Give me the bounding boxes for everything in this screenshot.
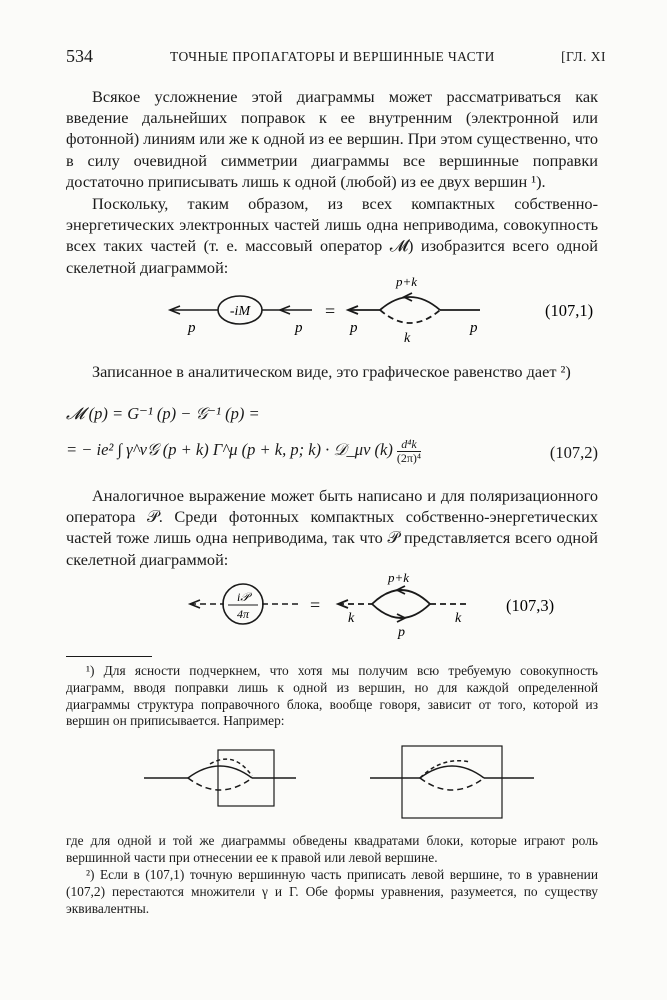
equals-sign-3: = [310, 595, 321, 615]
lhs-momentum-left: p [188, 320, 196, 336]
blob-label: -iM [229, 304, 251, 319]
footnote-2: ²) Если в (107,1) точную вершинную часть приписать левой вершине, то в уравнении (107,2) перестаются множители γ и Γ. Обе формы уравнения, разумеется, по существу эквивалентны. [66, 867, 598, 916]
rhs-loop [348, 293, 480, 323]
footnote-rule [66, 656, 152, 657]
paragraph-1: Всякое усложнение этой диаграммы может рассматриваться как введение дальнейших поправок к ее внутренним (электронной или фотонной) линиям или же к одной из ее вершин. При этом существенно, что в силу очевидной симметрии диаграммы все вершинные поправки достаточно приписывать лишь к одной (любой) из ее двух вершин ¹). [66, 87, 598, 191]
blob-denominator: 4π [236, 607, 250, 621]
equation-number-107-2: (107,2) [549, 443, 598, 462]
equation-107-2-line2 [66, 438, 598, 472]
equation-107-2-main: = − ie² ∫ γ^ν𝒢 (p + k) Γ^μ (p + k, p; k) · 𝒟_μν (k) [66, 440, 393, 460]
footnote-diagram-left [144, 750, 296, 806]
footnote-diagram-right [370, 746, 534, 818]
loop-momentum-left: k [348, 611, 355, 626]
equation-number-107-1: (107,1) [545, 301, 594, 320]
fraction-denominator: (2π)⁴ [396, 451, 422, 465]
equation-number-107-3: (107,3) [506, 596, 555, 615]
paragraph-3: Записанное в аналитическом виде, это графическое равенство дает ²) [92, 362, 571, 381]
page-number: 534 [66, 46, 93, 66]
paragraph-4: Аналогичное выражение может быть написано и для поляризационного оператора 𝒫. Среди фотонных компактных собственно-энергетических частей тоже лишь одна неприводима, так что 𝒫 представляется всего одной скелетной диаграммой: [66, 486, 598, 569]
equation-107-2-fraction [397, 438, 421, 465]
footnote-1-continuation: где для одной и той же диаграммы обведены квадратами блоки, которые играют роль вершинной части при отнесении ее к правой или левой вершине. [66, 833, 598, 865]
rhs-electron-loop [338, 586, 470, 622]
chapter-label: [ГЛ. XI [561, 49, 606, 64]
loop-momentum-right: k [455, 611, 462, 626]
equals-sign: = [325, 301, 336, 321]
loop-bottom-label: p [398, 625, 405, 640]
rhs-momentum-left: p [350, 320, 358, 336]
rhs-momentum-right: p [470, 320, 478, 336]
paragraph-2: Поскольку, таким образом, из всех компактных собственно-энергетических электронных частей лишь одна неприводима, совокупность всех таких частей (т. е. массовый оператор 𝓜) изобразится всего одной скелетной диаграммой: [66, 194, 598, 277]
rhs-bottom-label: k [404, 331, 411, 344]
diagram-107-3 [180, 570, 610, 640]
footnote-1: ¹) Для ясности подчеркнем, что хотя мы получим всю требуемую совокупность диаграмм, вводя поправки лишь к одной из вершин, но для каждой определенной диаграммы структура поправочного блока, вообще говоря, зависит от того, которой из вершин он приписывается. Например: [66, 663, 598, 729]
rhs-top-label: p+k [396, 274, 418, 289]
footnote-diagrams [130, 742, 560, 826]
page-header [66, 46, 606, 72]
fraction-numerator: d⁴k [397, 438, 421, 452]
lhs-momentum-right: p [295, 320, 303, 336]
equation-107-2-line1: 𝓜 (p) = G⁻¹ (p) − 𝒢⁻¹ (p) = [66, 404, 260, 423]
blob-numerator: i𝒫 [237, 590, 249, 604]
diagram-107-1 [140, 272, 610, 344]
loop-top-label: p+k [388, 570, 410, 585]
running-head: ТОЧНЫЕ ПРОПАГАТОРЫ И ВЕРШИННЫЕ ЧАСТИ [170, 49, 495, 64]
